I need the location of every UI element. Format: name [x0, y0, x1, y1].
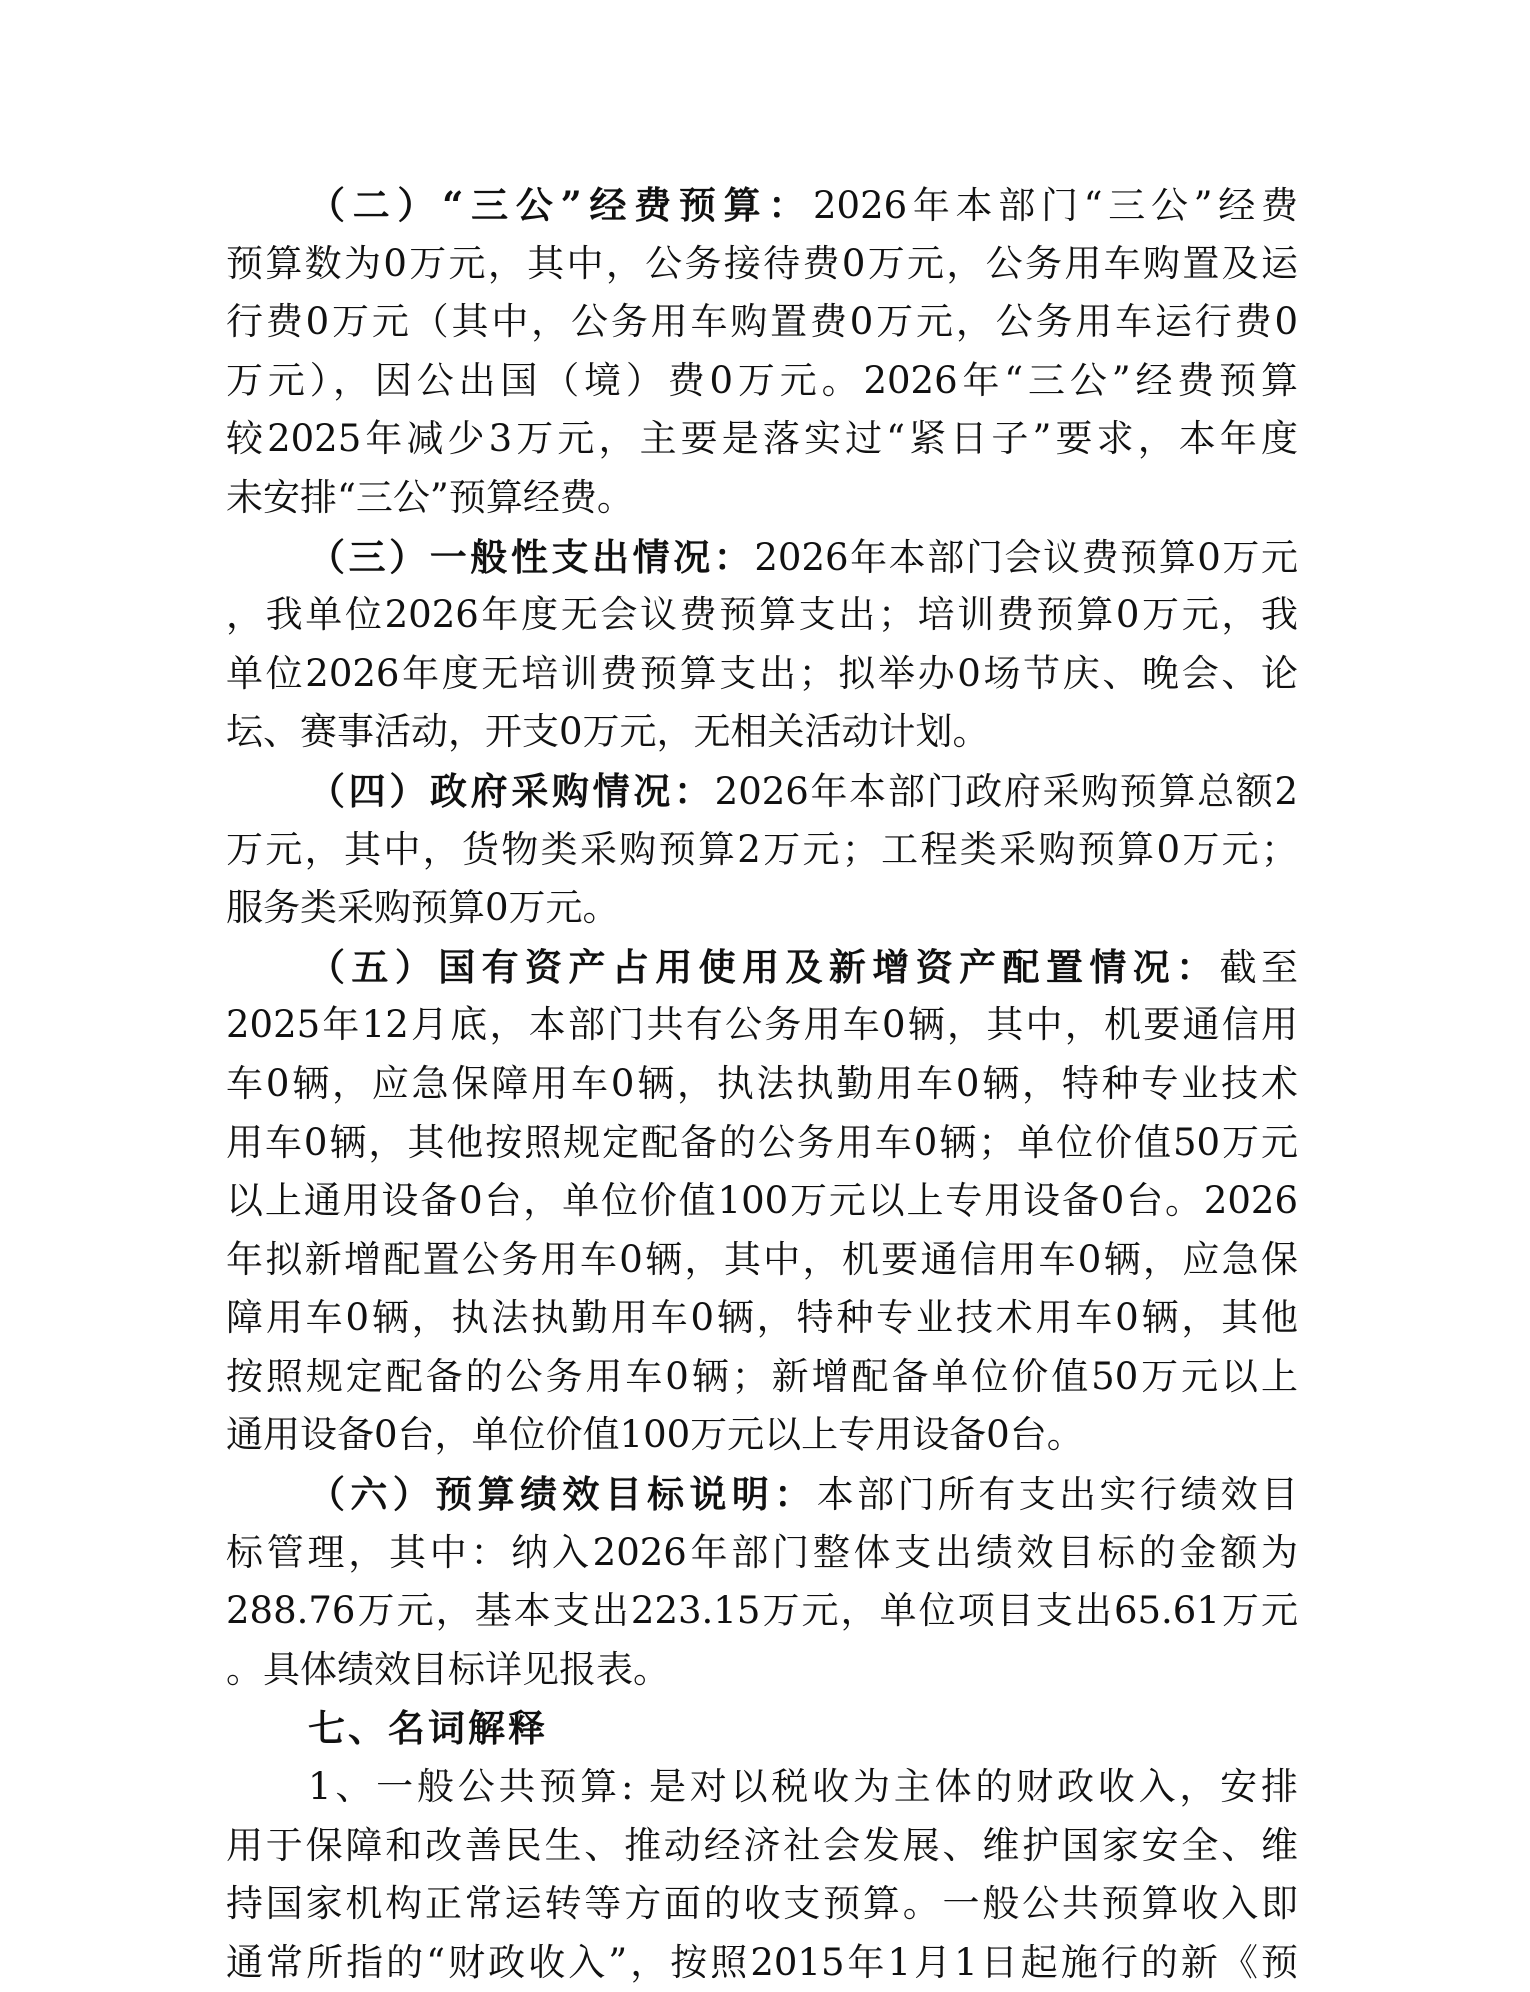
heading-general-expense: （三）一般性支出情况： [308, 534, 755, 579]
paragraph-sangong-line-5: 较2025年减少3万元，主要是落实过“紧日子”要求，本年度 [226, 417, 1298, 461]
paragraph-sangong-line-3: 行费0万元（其中，公务用车购置费0万元，公务用车运行费0 [226, 300, 1298, 344]
paragraph-assets-line-9: 通用设备0台，单位价值100万元以上专用设备0台。 [226, 1413, 1084, 1457]
paragraph-procurement-line-3: 服务类采购预算0万元。 [226, 886, 620, 930]
paragraph-performance-line-1 [226, 1465, 1298, 1524]
paragraph-glossary-line-1: 1、一般公共预算: 是对以税收为主体的财政收入，安排 [308, 1765, 1298, 1809]
paragraph-general-expense-line-4: 坛、赛事活动，开支0万元，无相关活动计划。 [226, 710, 990, 754]
paragraph-sangong-line-4: 万元），因公出国（境）费0万元。2026年“三公”经费预算 [226, 358, 1298, 402]
section-seven-line [226, 1699, 1298, 1758]
document-page [226, 176, 1298, 1992]
paragraph-sangong-line-2: 预算数为0万元，其中，公务接待费0万元，公务用车购置及运 [226, 241, 1298, 285]
heading-performance: （六）预算绩效目标说明： [308, 1472, 817, 1517]
text-span: 2026年本部门政府采购预算总额2 [714, 769, 1298, 813]
paragraph-procurement-line-2: 万元，其中，货物类采购预算2万元；工程类采购预算0万元； [226, 827, 1298, 871]
paragraph-assets-line-7: 障用车0辆，执法执勤用车0辆，特种专业技术用车0辆，其他 [226, 1296, 1298, 1340]
heading-procurement: （四）政府采购情况： [308, 768, 715, 813]
paragraph-sangong-line-1 [226, 176, 1298, 235]
paragraph-assets-line-2: 2025年12月底，本部门共有公务用车0辆，其中，机要通信用 [226, 1003, 1298, 1047]
paragraph-assets-line-5: 以上通用设备0台，单位价值100万元以上专用设备0台。2026 [226, 1179, 1298, 1223]
paragraph-general-expense-line-1 [226, 528, 1298, 587]
section-heading-glossary: 七、名词解释 [308, 1706, 548, 1751]
paragraph-assets-line-6: 年拟新增配置公务用车0辆，其中，机要通信用车0辆，应急保 [226, 1237, 1298, 1281]
text-span: 2026年本部门“三公”经费 [812, 184, 1298, 227]
paragraph-assets-line-3: 车0辆，应急保障用车0辆，执法执勤用车0辆，特种专业技术 [226, 1061, 1298, 1105]
paragraph-glossary-line-2: 用于保障和改善民生、推动经济社会发展、维护国家安全、维 [226, 1823, 1298, 1867]
heading-assets: （五）国有资产占用使用及新增资产配置情况： [308, 944, 1220, 989]
paragraph-assets-line-4: 用车0辆，其他按照规定配备的公务用车0辆；单位价值50万元 [226, 1120, 1298, 1164]
paragraph-performance-line-2: 标管理，其中：纳入2026年部门整体支出绩效目标的金额为 [226, 1530, 1298, 1574]
paragraph-general-expense-line-2: ，我单位2026年度无会议费预算支出；培训费预算0万元，我 [226, 593, 1298, 637]
paragraph-assets-line-1 [226, 938, 1298, 997]
paragraph-glossary-line-3: 持国家机构正常运转等方面的收支预算。一般公共预算收入即 [226, 1882, 1298, 1926]
paragraph-procurement-line-1 [226, 762, 1298, 821]
text-span: 本部门所有支出实行绩效目 [816, 1473, 1298, 1517]
paragraph-sangong-line-6: 未安排“三公”预算经费。 [226, 475, 634, 519]
paragraph-assets-line-8: 按照规定配备的公务用车0辆；新增配备单位价值50万元以上 [226, 1354, 1298, 1398]
text-span: 2026年本部门会议费预算0万元 [754, 535, 1298, 579]
text-span: 截至 [1219, 945, 1298, 989]
paragraph-glossary-line-4: 通常所指的“财政收入”，按照2015年1月1日起施行的新《预 [226, 1940, 1298, 1984]
paragraph-general-expense-line-3: 单位2026年度无培训费预算支出；拟举办0场节庆、晚会、论 [226, 651, 1298, 695]
paragraph-performance-line-4: 。具体绩效目标详见报表。 [226, 1647, 670, 1691]
heading-sangong-budget: （二）“三公”经费预算： [308, 183, 813, 227]
paragraph-performance-line-3: 288.76万元，基本支出223.15万元，单位项目支出65.61万元 [226, 1589, 1298, 1633]
